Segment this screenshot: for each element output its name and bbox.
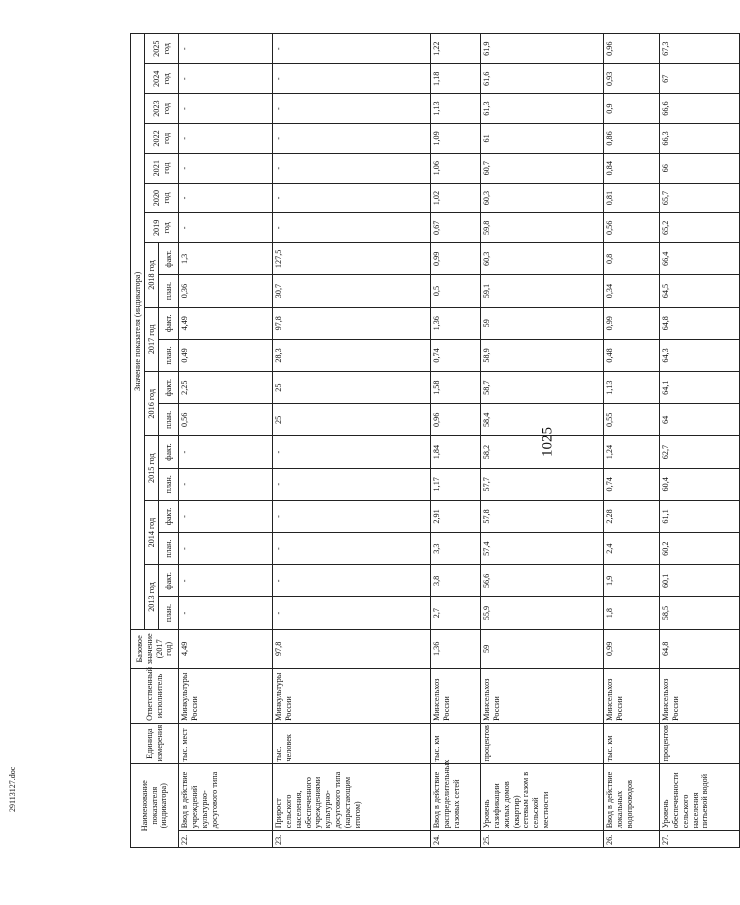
value-cell: 57,7 [481, 468, 604, 500]
value-cell: 66,3 [660, 124, 740, 154]
table-row [604, 34, 660, 848]
value-cell: 1,18 [431, 64, 481, 94]
unit-cell: тыс. мест [179, 723, 273, 764]
value-cell: 1,84 [431, 436, 481, 468]
value-cell: 65,2 [660, 213, 740, 243]
value-cell: - [273, 213, 431, 243]
value-cell: 0,56 [604, 213, 660, 243]
value-cell: 0,34 [604, 275, 660, 307]
header-year-2017: 2017 год [145, 307, 159, 371]
value-cell: - [273, 565, 431, 597]
header-fact: факт. [159, 436, 179, 468]
value-cell: 64,8 [660, 307, 740, 339]
value-cell: 0,86 [604, 124, 660, 154]
value-cell: 58,2 [481, 436, 604, 468]
value-cell: 25 [273, 372, 431, 404]
value-cell: - [273, 124, 431, 154]
value-cell: 1,13 [431, 94, 481, 124]
value-cell: 64,1 [660, 372, 740, 404]
executor-cell: Минсельхоз России [660, 669, 740, 724]
value-cell: 0,74 [431, 339, 481, 371]
indicator-name: Ввод в действие локальных водопроводов [604, 764, 660, 831]
base-value-cell: 97,8 [273, 629, 431, 668]
value-cell: 58,5 [660, 597, 740, 629]
value-cell: 2,91 [431, 500, 481, 532]
header-year-2016: 2016 год [145, 372, 159, 436]
value-cell: 58,7 [481, 372, 604, 404]
value-cell: 61,9 [481, 34, 604, 64]
header-year-2013: 2013 год [145, 565, 159, 629]
value-cell: 1,58 [431, 372, 481, 404]
row-number: 27. [660, 831, 740, 848]
value-cell: 97,8 [273, 307, 431, 339]
value-cell: 1,22 [431, 34, 481, 64]
value-cell: 57,4 [481, 533, 604, 565]
value-cell: 3,3 [431, 533, 481, 565]
unit-cell: процентов [481, 723, 604, 764]
value-cell: 2,7 [431, 597, 481, 629]
value-cell: - [179, 500, 273, 532]
unit-cell: процентов [660, 723, 740, 764]
row-number: 23. [273, 831, 431, 848]
header-fact: факт. [159, 565, 179, 597]
row-number: 24. [431, 831, 481, 848]
value-cell: 64,3 [660, 339, 740, 371]
value-cell: 67,3 [660, 34, 740, 64]
value-cell: - [273, 597, 431, 629]
header-executor: Ответственный исполнитель [131, 669, 179, 724]
value-cell: 0,81 [604, 183, 660, 213]
value-cell: 0,74 [604, 468, 660, 500]
header-plan: план. [159, 339, 179, 371]
value-cell: 0,99 [604, 307, 660, 339]
value-cell: 66,6 [660, 94, 740, 124]
value-cell: 0,96 [431, 404, 481, 436]
value-cell: - [273, 533, 431, 565]
executor-cell: Минсельхоз России [604, 669, 660, 724]
value-cell: - [179, 533, 273, 565]
base-value-cell: 4,49 [179, 629, 273, 668]
table-row [179, 34, 273, 848]
page-number: 1025 [539, 427, 556, 457]
value-cell: 61,3 [481, 94, 604, 124]
table-row [660, 34, 740, 848]
header-fact: факт. [159, 243, 179, 275]
value-cell: 1,9 [604, 565, 660, 597]
value-cell: - [273, 436, 431, 468]
value-cell: - [179, 468, 273, 500]
value-cell: - [179, 124, 273, 154]
value-cell: - [179, 213, 273, 243]
value-cell: 1,8 [604, 597, 660, 629]
executor-cell: Минкультуры России [179, 669, 273, 724]
executor-cell: Минсельхоз России [481, 669, 604, 724]
header-plan: план. [159, 275, 179, 307]
indicator-name: Ввод в действие распределительных газовых сетей [431, 764, 481, 831]
value-cell: - [273, 94, 431, 124]
value-cell: 61,6 [481, 64, 604, 94]
value-cell: 0,84 [604, 153, 660, 183]
header-year-2015: 2015 год [145, 436, 159, 500]
value-cell: - [273, 153, 431, 183]
executor-cell: Минсельхоз России [431, 669, 481, 724]
value-cell: 1,36 [431, 307, 481, 339]
value-cell: 60,4 [660, 468, 740, 500]
unit-cell: тыс. км [431, 723, 481, 764]
indicator-table-body [179, 34, 740, 848]
header-year-2018: 2018 год [145, 243, 159, 307]
value-cell: 60,1 [660, 565, 740, 597]
header-fact: факт. [159, 372, 179, 404]
header-fact: факт. [159, 307, 179, 339]
value-cell: 0,67 [431, 213, 481, 243]
value-cell: 0,99 [431, 243, 481, 275]
value-cell: - [179, 64, 273, 94]
value-cell: - [179, 94, 273, 124]
value-cell: - [179, 34, 273, 64]
header-plan: план. [159, 597, 179, 629]
value-cell: 0,49 [179, 339, 273, 371]
indicator-table-sheet [130, 33, 710, 848]
header-base: Базовое значение (2017 год) [131, 629, 179, 668]
value-cell: 0,55 [604, 404, 660, 436]
row-number: 22. [179, 831, 273, 848]
indicator-table [130, 33, 740, 848]
value-cell: - [179, 597, 273, 629]
value-cell: 0,5 [431, 275, 481, 307]
value-cell: - [273, 34, 431, 64]
value-cell: 67 [660, 64, 740, 94]
value-cell: 127,5 [273, 243, 431, 275]
indicator-name: Ввод в действие учреждений культурно-досугового типа [179, 764, 273, 831]
unit-cell: тыс. км [604, 723, 660, 764]
table-row [431, 34, 481, 848]
value-cell: 1,24 [604, 436, 660, 468]
value-cell: 28,3 [273, 339, 431, 371]
value-cell: 0,93 [604, 64, 660, 94]
header-value-group: Значение показателя (индикатора) [131, 34, 145, 630]
value-cell: 1,02 [431, 183, 481, 213]
header-plan: план. [159, 468, 179, 500]
header-year-2019: 2019 год [145, 213, 179, 243]
value-cell: 60,7 [481, 153, 604, 183]
header-year-2014: 2014 год [145, 500, 159, 564]
value-cell: 58,4 [481, 404, 604, 436]
value-cell: 1,06 [431, 153, 481, 183]
value-cell: 1,3 [179, 243, 273, 275]
value-cell: - [273, 468, 431, 500]
value-cell: 2,28 [604, 500, 660, 532]
value-cell: 0,56 [179, 404, 273, 436]
value-cell: 1,17 [431, 468, 481, 500]
value-cell: 60,2 [660, 533, 740, 565]
header-year-2020: 2020 год [145, 183, 179, 213]
value-cell: 58,9 [481, 339, 604, 371]
header-plan: план. [159, 533, 179, 565]
value-cell: 60,3 [481, 183, 604, 213]
value-cell: 3,8 [431, 565, 481, 597]
header-plan: план. [159, 404, 179, 436]
indicator-name: Уровень газификации жилых домов (квартир) сетевым газом в сельской местности [481, 764, 604, 831]
base-value-cell: 64,8 [660, 629, 740, 668]
row-number: 25. [481, 831, 604, 848]
header-year-2023: 2023 год [145, 94, 179, 124]
base-value-cell: 59 [481, 629, 604, 668]
header-year-2025: 2025 год [145, 34, 179, 64]
value-cell: 66,4 [660, 243, 740, 275]
base-value-cell: 1,36 [431, 629, 481, 668]
value-cell: - [179, 436, 273, 468]
value-cell: - [179, 153, 273, 183]
value-cell: 55,9 [481, 597, 604, 629]
document-footer: 29113127.doc [8, 766, 17, 812]
value-cell: 59 [481, 307, 604, 339]
value-cell: 66 [660, 153, 740, 183]
value-cell: 59,8 [481, 213, 604, 243]
value-cell: 0,9 [604, 94, 660, 124]
row-number: 26. [604, 831, 660, 848]
unit-cell: тыс. человек [273, 723, 431, 764]
table-row [273, 34, 431, 848]
value-cell: 61,1 [660, 500, 740, 532]
value-cell: 1,09 [431, 124, 481, 154]
value-cell: - [273, 64, 431, 94]
value-cell: 4,49 [179, 307, 273, 339]
value-cell: 0,36 [179, 275, 273, 307]
value-cell: 2,25 [179, 372, 273, 404]
value-cell: 60,3 [481, 243, 604, 275]
header-year-2024: 2024 год [145, 64, 179, 94]
value-cell: 2,4 [604, 533, 660, 565]
base-value-cell: 0,99 [604, 629, 660, 668]
value-cell: - [273, 500, 431, 532]
value-cell: 56,6 [481, 565, 604, 597]
value-cell: 0,96 [604, 34, 660, 64]
table-row [481, 34, 604, 848]
value-cell: 30,7 [273, 275, 431, 307]
indicator-name: Уровень обеспеченности сельского населения питьевой водой [660, 764, 740, 831]
header-fact: факт. [159, 500, 179, 532]
value-cell: 0,48 [604, 339, 660, 371]
value-cell: 64,5 [660, 275, 740, 307]
value-cell: 64 [660, 404, 740, 436]
value-cell: 25 [273, 404, 431, 436]
header-year-2022: 2022 год [145, 124, 179, 154]
value-cell: - [273, 183, 431, 213]
value-cell: 59,1 [481, 275, 604, 307]
value-cell: - [179, 183, 273, 213]
value-cell: 65,7 [660, 183, 740, 213]
value-cell: 0,8 [604, 243, 660, 275]
value-cell: 62,7 [660, 436, 740, 468]
value-cell: 57,8 [481, 500, 604, 532]
value-cell: - [179, 565, 273, 597]
header-unit: Единица измерения [131, 723, 179, 764]
header-name: Наименование показателя (индикатора) [131, 764, 179, 848]
indicator-name: Прирост сельского населения, обеспеченного учреждениями культурно-досугового типа (нарастающим итогом) [273, 764, 431, 831]
value-cell: 1,13 [604, 372, 660, 404]
header-year-2021: 2021 год [145, 153, 179, 183]
executor-cell: Минкультуры России [273, 669, 431, 724]
value-cell: 61 [481, 124, 604, 154]
